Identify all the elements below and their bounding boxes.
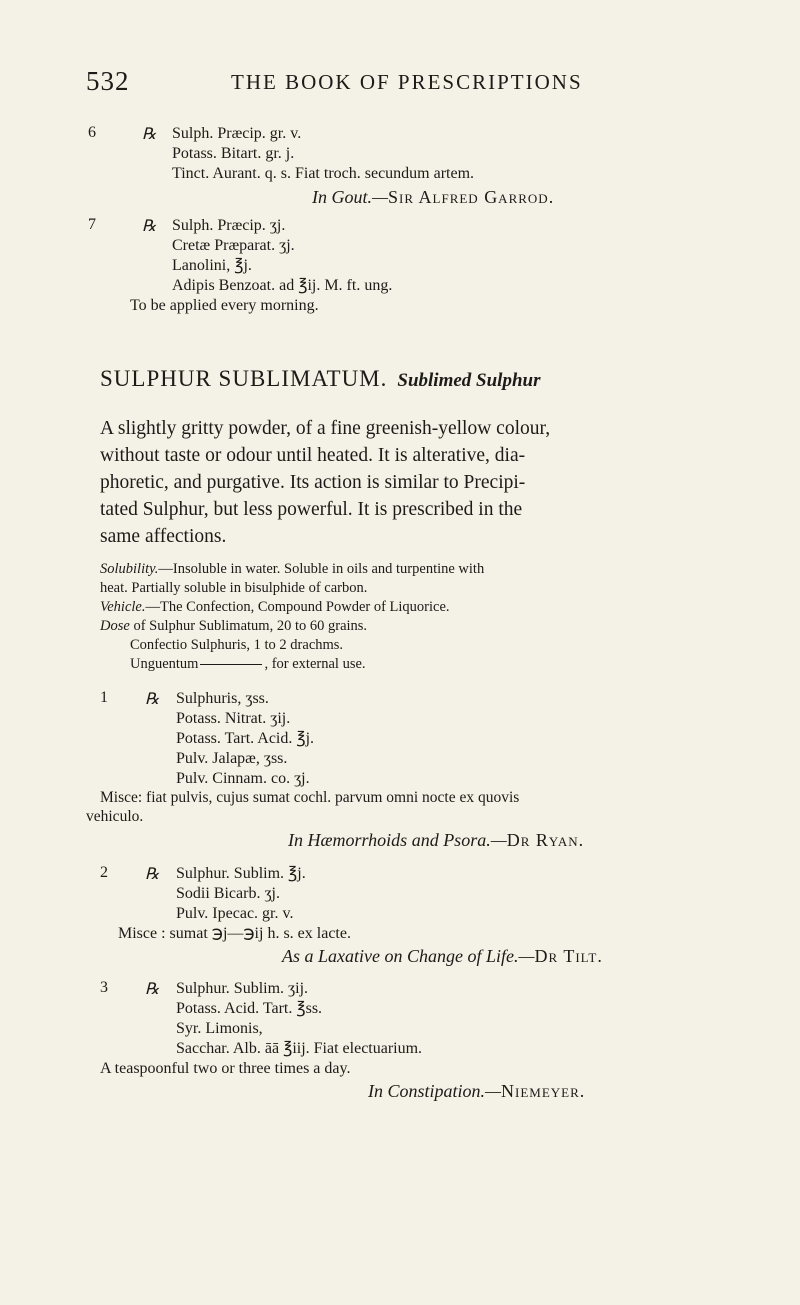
prescription-3-direction: A teaspoonful two or three times a day. (100, 1060, 351, 1077)
prescription-7-line: Lanolini, ℥j. (172, 257, 252, 274)
attribution-context: In Constipation.— (368, 1081, 502, 1101)
unguentum-tail: , for external use. (264, 656, 366, 672)
prescription-1-number: 1 (100, 689, 108, 706)
solubility-text: —Insoluble in water. Soluble in oils and turpentine with (158, 561, 485, 577)
vehicle-note (100, 598, 450, 617)
prescription-2-misce: Misce : sumat ℈j—℈ij h. s. ex lacte. (118, 925, 351, 942)
rx-symbol: ℞ (142, 126, 157, 143)
attribution-context: As a Laxative on Change of Life.— (282, 946, 535, 966)
section-title: SULPHUR SUBLIMATUM. (100, 366, 388, 391)
description-line: A slightly gritty powder, of a fine greenish-yellow colour, (100, 418, 551, 439)
running-title: THE BOOK OF PRESCRIPTIONS (231, 70, 583, 94)
attribution-author: Sir Alfred Garrod. (388, 187, 555, 207)
prescription-1-line: Pulv. Jalapæ, ʒss. (176, 750, 288, 767)
description-line: same affections. (100, 526, 227, 547)
prescription-7-line: Cretæ Præparat. ʒj. (172, 237, 295, 254)
prescription-6-line: Tinct. Aurant. q. s. Fiat troch. secundum artem. (172, 165, 475, 182)
prescription-6-line: Sulph. Præcip. gr. v. (172, 125, 302, 142)
prescription-3-line: Sulphur. Sublim. ʒij. (176, 980, 309, 997)
prescription-2-attribution (282, 946, 603, 967)
dose-note (100, 617, 367, 636)
section-description (100, 415, 716, 550)
prescription-1-line: Potass. Tart. Acid. ℥j. (176, 730, 315, 747)
rx-symbol: ℞ (145, 866, 160, 883)
rx-symbol: ℞ (145, 981, 160, 998)
prescription-6-line: Potass. Bitart. gr. j. (172, 145, 295, 162)
unguentum-label: Unguentum (130, 656, 199, 672)
prescription-1-attribution (288, 830, 584, 851)
vehicle-label: Vehicle. (100, 599, 146, 615)
prescription-3-number: 3 (100, 979, 108, 996)
attribution-author: Dr Tilt. (534, 946, 603, 966)
prescription-2-line: Sulphur. Sublim. ℥j. (176, 865, 306, 882)
prescription-1-misce-cont: vehiculo. (86, 808, 144, 825)
description-line: without taste or odour until heated. It is alterative, dia- (100, 445, 526, 466)
vehicle-text: —The Confection, Compound Powder of Liquorice. (145, 599, 450, 615)
page-number: 532 (86, 66, 130, 96)
rx-symbol: ℞ (142, 218, 157, 235)
running-header (86, 66, 686, 106)
prescription-7-line: Sulph. Præcip. ʒj. (172, 217, 286, 234)
attribution-author: Niemeyer. (501, 1081, 586, 1101)
prescription-6-number: 6 (88, 124, 96, 141)
attribution-context: In Gout.— (312, 187, 388, 207)
attribution-author: Dr Ryan. (506, 830, 585, 850)
prescription-1-line: Potass. Nitrat. ʒij. (176, 710, 291, 727)
prescription-6-attribution (312, 187, 554, 208)
prescription-1-line: Sulphuris, ʒss. (176, 690, 269, 707)
prescription-1-misce: Misce: fiat pulvis, cujus sumat cochl. parvum omni nocte ex quovis (100, 789, 520, 806)
prescription-3-line: Sacchar. Alb. āā ℥iij. Fiat electuarium. (176, 1040, 423, 1057)
description-line: phoretic, and purgative. Its action is similar to Precipi- (100, 472, 526, 493)
prescription-3-line: Syr. Limonis, (176, 1020, 263, 1037)
prescription-7-number: 7 (88, 216, 96, 233)
prescription-1-line: Pulv. Cinnam. co. ʒj. (176, 770, 310, 787)
dose-text: of Sulphur Sublimatum, 20 to 60 grains. (129, 618, 368, 634)
prescription-7-direction: To be applied every morning. (130, 297, 319, 314)
attribution-context: In Hæmorrhoids and Psora.— (288, 830, 507, 850)
rx-symbol: ℞ (145, 691, 160, 708)
solubility-note (100, 560, 484, 579)
solubility-label: Solubility. (100, 561, 159, 577)
description-line: tated Sulphur, but less powerful. It is prescribed in the (100, 499, 523, 520)
confectio-note: Confectio Sulphuris, 1 to 2 drachms. (130, 637, 344, 653)
solubility-note-cont: heat. Partially soluble in bisulphide of carbon. (100, 580, 368, 596)
prescription-2-number: 2 (100, 864, 108, 881)
prescription-3-attribution (368, 1081, 585, 1102)
prescription-7-line: Adipis Benzoat. ad ℥ij. M. ft. ung. (172, 277, 393, 294)
prescription-2-line: Pulv. Ipecac. gr. v. (176, 905, 294, 922)
section-heading (100, 366, 540, 392)
unguentum-blank-rule (200, 664, 262, 665)
prescription-2-line: Sodii Bicarb. ʒj. (176, 885, 280, 902)
prescription-3-line: Potass. Acid. Tart. ℥ss. (176, 1000, 323, 1017)
section-subtitle: Sublimed Sulphur (397, 370, 541, 391)
unguentum-note (130, 655, 366, 674)
dose-label: Dose (100, 618, 130, 634)
